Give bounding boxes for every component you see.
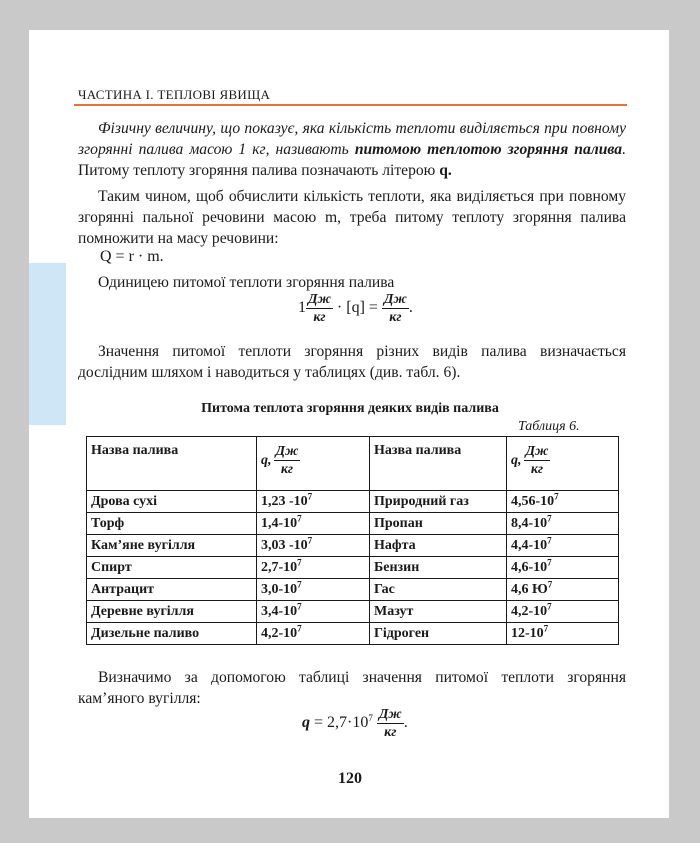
header-q-unit-2: q, $\frac{Дж}{кг}$ <box>507 437 619 491</box>
table-cell: Торф <box>87 513 257 535</box>
unit-formula: 1 $\frac{Дж}{кг}$ · [q] = $\frac{Дж}{кг}$ . <box>298 292 413 325</box>
example-formula: $q = 2,7\cdot 10^7$ $\frac{Дж}{кг}$ . <box>302 707 408 740</box>
table-cell: $2,7-10^7$ <box>257 557 370 579</box>
defined-term: питомою теплотою згоряння палива <box>354 141 623 158</box>
table-cell: Нафта <box>370 535 507 557</box>
fuel-heat-table <box>86 436 619 645</box>
table-cell: Антрацит <box>87 579 257 601</box>
table-row <box>87 579 619 601</box>
heat-formula: Q = r · m. <box>100 248 164 265</box>
header-q-unit: q, $\frac{Дж}{кг}$ <box>257 437 370 491</box>
table-cell: Спирт <box>87 557 257 579</box>
table-intro-paragraph: Значення питомої теплоти згоряння різних видів палива визначається дослідним шляхом і наводиться у таблицях (див. табл. 6). <box>78 343 626 381</box>
table-cell: $12-10^7$ <box>507 623 619 645</box>
page-number: 120 <box>338 770 362 787</box>
header-fuel-name: Назва палива <box>87 437 257 491</box>
table-cell: $1,4-10^7$ <box>257 513 370 535</box>
table-cell: 3,03 $-10^7$ <box>257 535 370 557</box>
unit-intro-paragraph: Одиницею питомої теплоти згоряння палива <box>98 274 395 291</box>
table-row <box>87 535 619 557</box>
table-cell: Деревне вугілля <box>87 601 257 623</box>
table-cell: Кам’яне вугілля <box>87 535 257 557</box>
table-cell: Природний газ <box>370 491 507 513</box>
table-row <box>87 513 619 535</box>
table-cell: Гас <box>370 579 507 601</box>
table-cell: $8,4-10^7$ <box>507 513 619 535</box>
table-row <box>87 491 619 513</box>
table-row <box>87 623 619 645</box>
table-cell: $4,2-10^7$ <box>507 601 619 623</box>
table-cell: 4,6 $Ю^7$ <box>507 579 619 601</box>
table-cell: $3,0-10^7$ <box>257 579 370 601</box>
table-cell: $3,4-10^7$ <box>257 601 370 623</box>
table-cell: $4,6-10^7$ <box>507 557 619 579</box>
table-cell: Дизельне паливо <box>87 623 257 645</box>
table-label: Таблиця 6. <box>518 419 580 434</box>
table-cell: Гідроген <box>370 623 507 645</box>
header-fuel-name-2: Назва палива <box>370 437 507 491</box>
table-cell: Пропан <box>370 513 507 535</box>
table-row <box>87 601 619 623</box>
table-cell: Мазут <box>370 601 507 623</box>
chapter-header: ЧАСТИНА І. ТЕПЛОВІ ЯВИЩА <box>78 87 271 102</box>
table-title: Питома теплота згоряння деяких видів палива <box>201 401 499 416</box>
table-cell: $4,56-10^7$ <box>507 491 619 513</box>
header-rule <box>74 104 627 106</box>
table-cell: Дрова сухі <box>87 491 257 513</box>
example-paragraph: Визначимо за допомогою таблиці значення питомої теплоти згоряння кам’яного вугілля: <box>78 669 626 707</box>
table-cell: $4,2-10^7$ <box>257 623 370 645</box>
method-paragraph: Таким чином, щоб обчислити кількість теплоти, яка виділяється при повному згорянні пальної речовини масою m, треба питому теплоту згоряння палива помножити на масу речовини: <box>78 188 626 247</box>
definition-paragraph: Фізичну величину, що показує, яка кількість теплоти виділяється при повному згорянні палива масою 1 кг, називають питомою теплотою згоряння палива. Питому теплоту згоряння палива позначають літерою q. <box>78 120 626 179</box>
table-row <box>87 557 619 579</box>
table-cell: Бензин <box>370 557 507 579</box>
table-cell: 1,23 $-10^7$ <box>257 491 370 513</box>
table-cell: $4,4-10^7$ <box>507 535 619 557</box>
table-header-row <box>87 437 619 491</box>
